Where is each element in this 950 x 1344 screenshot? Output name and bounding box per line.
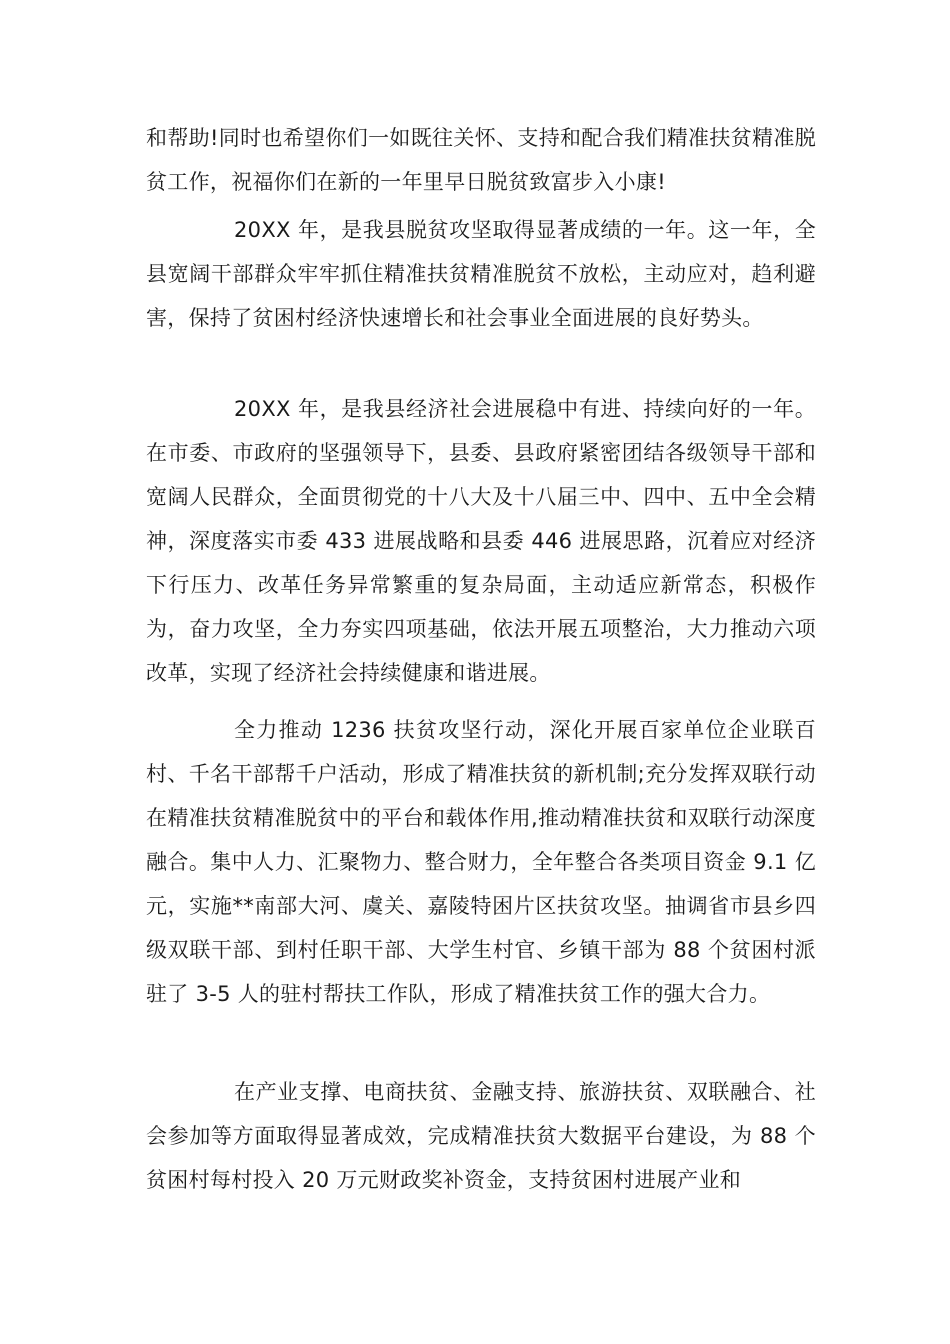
paragraph-block-2 (146, 208, 816, 340)
paragraph-block-5 (146, 1070, 816, 1202)
paragraph-block-4 (146, 708, 816, 1016)
paragraph-1: 和帮助!同时也希望你们一如既往关怀、支持和配合我们精准扶贫精准脱贫工作，祝福你们在新的一年里早日脱贫致富步入小康! (146, 126, 816, 194)
paragraph-5: 在产业支撑、电商扶贫、金融支持、旅游扶贫、双联融合、社会参加等方面取得显著成效，完成精准扶贫大数据平台建设，为 88 个贫困村每村投入 20 万元财政奖补资金，支持贫困村进展产业和 (146, 1080, 816, 1192)
paragraph-4: 全力推动 1236 扶贫攻坚行动，深化开展百家单位企业联百村、千名干部帮千户活动，形成了精准扶贫的新机制;充分发挥双联行动在精准扶贫精准脱贫中的平台和载体作用,推动精准扶贫和双联行动深度融合。集中人力、汇聚物力、整合财力，全年整合各类项目资金 9.1 亿元，实施**南部大河、虞关、嘉陵特困片区扶贫攻坚。抽调省市县乡四级双联干部、到村任职干部、大学生村官、乡镇干部为 88 个贫困村派驻了 3-5 人的驻村帮扶工作队，形成了精准扶贫工作的强大合力。 (146, 718, 816, 1006)
paragraph-2: 20XX 年，是我县脱贫攻坚取得显著成绩的一年。这一年，全县宽阔干部群众牢牢抓住精准扶贫精准脱贫不放松，主动应对，趋利避害，保持了贫困村经济快速增长和社会事业全面进展的良好势头。 (146, 218, 816, 330)
paragraph-continuation (146, 116, 816, 204)
paragraph-3: 20XX 年，是我县经济社会进展稳中有进、持续向好的一年。在市委、市政府的坚强领导下，县委、县政府紧密团结各级领导干部和宽阔人民群众，全面贯彻党的十八大及十八届三中、四中、五中全会精神，深度落实市委 433 进展战略和县委 446 进展思路，沉着应对经济下行压力、改革任务异常繁重的复杂局面，主动适应新常态，积极作为，奋力攻坚，全力夯实四项基础，依法开展五项整治，大力推动六项改革，实现了经济社会持续健康和谐进展。 (146, 397, 816, 685)
paragraph-block-3 (146, 387, 816, 695)
